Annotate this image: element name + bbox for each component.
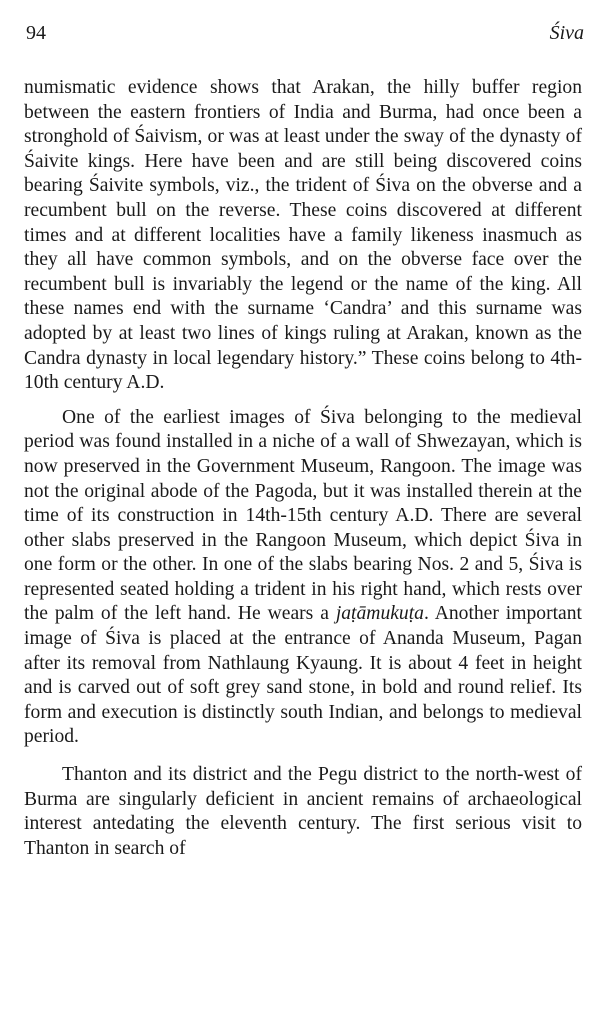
page-number: 94 — [26, 22, 46, 44]
running-title: Śiva — [549, 22, 584, 44]
paragraph-1: numismatic evidence shows that Arakan, the hilly buffer region between the eastern frontiers of India and Burma, had once been a stronghold of Śaivism, or was at least under the sway of the dynasty of Śaivite kings. Here have been and are still being discovered coins bearing Śaivite symbols, viz., the trident of Śiva on the obverse and a recumbent bull on the reverse. These coins discovered at different times and at different localities have a family likeness inasmuch as they all have common symbols, and on the obverse face over the recumbent bull is invariably the legend or the name of the king. All these names end with the surname ‘Candra’ and this surname was adopted by at least two lines of kings ruling at Arakan, known as the Candra dynasty in local legendary history.” These coins belong to 4th-10th century A.D. — [24, 77, 582, 394]
paragraph-3: Thanton and its district and the Pegu district to the north-west of Burma are singularly deficient in ancient remains of archaeological interest antedating the eleventh century. The first serious visit to Thanton in search of — [24, 764, 582, 859]
paragraph-2 — [24, 406, 582, 750]
italic-term-jatamukuta: jaṭāmukuṭa — [335, 603, 424, 625]
paragraph-2-text-after-term: . Another important image of Śiva is placed at the entrance of Ananda Museum, Pagan after its removal from Nathlaung Kyaung. It is about 4 feet in height and is carved out of soft grey sand stone, in bold and round relief. Its form and execution is distinctly south Indian, and belongs to medieval period. — [24, 603, 582, 748]
body-text — [24, 76, 582, 861]
page-header — [26, 22, 584, 48]
paragraph-2-text-before-term: One of the earliest images of Śiva belonging to the medieval period was found installed in a niche of a wall of Shwezayan, which is now preserved in the Government Museum, Rangoon. The image was not the original abode of the Pagoda, but it was installed therein at the time of its construction in 14th-15th century A.D. There are several other slabs preserved in the Rangoon Museum, which depict Śiva in one form or the other. In one of the slabs bearing Nos. 2 and 5, Śiva is represented seated holding a trident in his right hand, which rests over the palm of the left hand. He wears a — [24, 406, 582, 625]
